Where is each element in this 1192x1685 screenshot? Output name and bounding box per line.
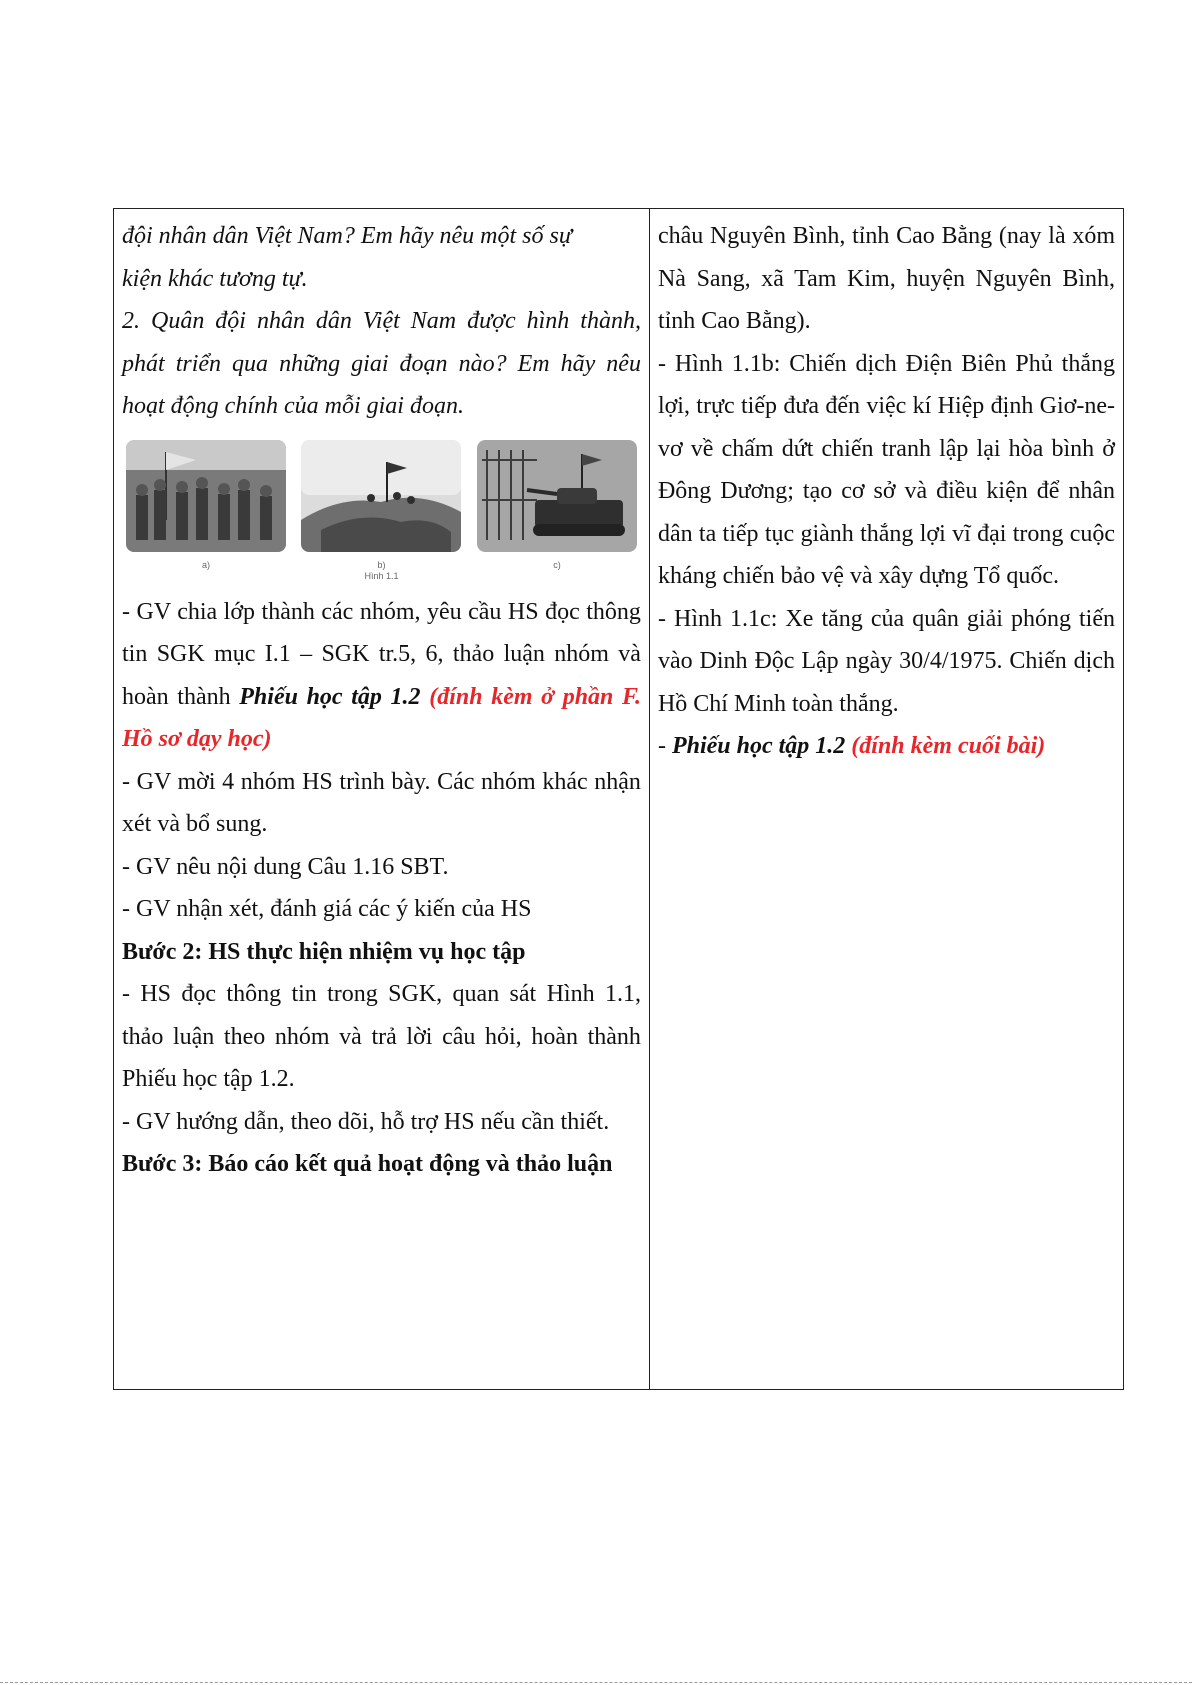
figure-c bbox=[477, 440, 637, 570]
lesson-table bbox=[113, 208, 1124, 1390]
step-3-heading: Bước 3: Báo cáo kết quả hoạt động và thảo luận bbox=[122, 1151, 613, 1177]
photo-bunker-flag bbox=[301, 440, 461, 552]
worksheet-prefix: - bbox=[657, 733, 672, 759]
figure-b bbox=[301, 440, 461, 570]
worksheet-ref: Phiếu học tập 1.2 bbox=[239, 683, 421, 710]
content-column bbox=[650, 209, 1123, 1389]
photo-tank-gate bbox=[477, 440, 637, 552]
figure-1-1 bbox=[126, 440, 637, 570]
photo-soldiers-flag bbox=[126, 440, 286, 552]
attachment-note: (đính kèm ở phần F. Hồ sơ dạy học) bbox=[122, 683, 641, 752]
step-2-text-2: - GV hướng dẫn, theo dõi, hỗ trợ HS nếu cần thiết. bbox=[122, 1108, 610, 1135]
figure-b-description: - Hình 1.1b: Chiến dịch Điện Biên Phủ thắng lợi, trực tiếp đưa đến việc kí Hiệp định Giơ-ne-vơ về chấm dứt chiến tranh lập lại hòa bình ở Đông Dương; tạo cơ sở và điều kiện để nhân dân ta tiếp tục giành thắng lợi vĩ đại trong cuộc kháng chiến bảo vệ và xây dựng Tổ quốc. bbox=[657, 350, 1115, 589]
figure-a-description: châu Nguyên Bình, tỉnh Cao Bằng (nay là xóm Nà Sang, xã Tam Kim, huyện Nguyên Bình, tỉnh Cao Bằng). bbox=[657, 223, 1115, 334]
question-1-line-1: đội nhân dân Việt Nam? Em hãy nêu một số sự bbox=[122, 223, 572, 249]
worksheet-ref-right: Phiếu học tập 1.2 bbox=[671, 733, 846, 759]
step-2-text-1: - HS đọc thông tin trong SGK, quan sát Hình 1.1, thảo luận theo nhóm và trả lời câu hỏi, hoàn thành Phiếu học tập 1.2. bbox=[122, 981, 641, 1092]
task-assignment bbox=[122, 591, 641, 761]
step-2-heading: Bước 2: HS thực hiện nhiệm vụ học tập bbox=[122, 938, 526, 965]
worksheet-line bbox=[658, 725, 1115, 768]
activity-column bbox=[114, 209, 650, 1389]
assess-instruction: - GV nhận xét, đánh giá các ý kiến của HS bbox=[122, 896, 532, 922]
sbt-instruction: - GV nêu nội dung Câu 1.16 SBT. bbox=[122, 853, 449, 880]
figure-a-label: a) bbox=[201, 559, 210, 570]
figure-a bbox=[126, 440, 286, 570]
question-1-line-2: kiện khác tương tự. bbox=[122, 265, 308, 292]
figure-b-label: b) bbox=[377, 559, 386, 570]
figure-c-label: c) bbox=[553, 559, 561, 570]
task-intro: - GV chia lớp thành các nhóm, yêu cầu HS đọc thông tin SGK mục I.1 – SGK tr.5, 6, thảo luận nhóm và hoàn thành bbox=[122, 598, 641, 710]
figure-c-description: - Hình 1.1c: Xe tăng của quân giải phóng tiến vào Dinh Độc Lập ngày 30/4/1975. Chiến dịch Hồ Chí Minh toàn thắng. bbox=[657, 605, 1115, 717]
figure-caption: Hình 1.1 bbox=[364, 570, 399, 581]
attachment-note-right: (đính kèm cuối bài) bbox=[851, 733, 1046, 759]
present-instruction: - GV mời 4 nhóm HS trình bày. Các nhóm khác nhận xét và bổ sung. bbox=[122, 768, 641, 837]
question-2: 2. Quân đội nhân dân Việt Nam được hình thành, phát triển qua những giai đoạn nào? Em hãy nêu hoạt động chính của mỗi giai đoạn. bbox=[122, 308, 641, 419]
